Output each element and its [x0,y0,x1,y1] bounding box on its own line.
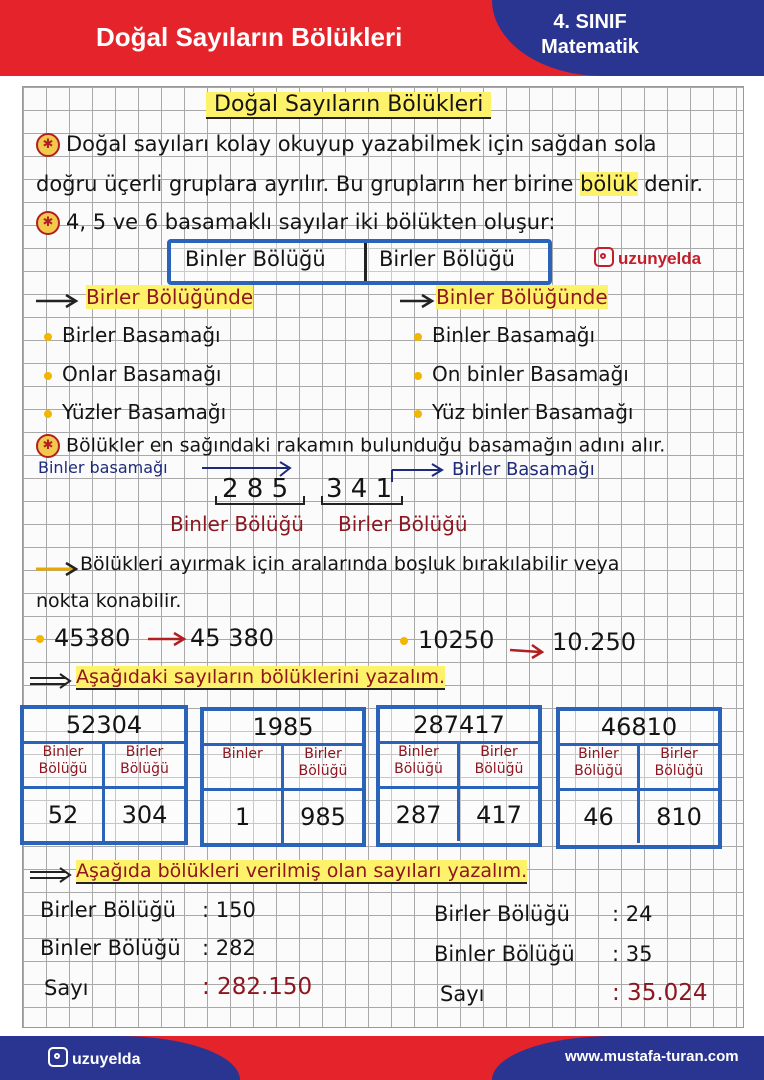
subject-text: Matematik [541,36,639,58]
right-birler-label: Birler Bölüğü [434,902,570,926]
boluk-table-2 [200,707,366,847]
left-item-text: Onlar Basamağı [62,362,222,386]
task1-text: Aşağıdaki sayıların bölüklerini yazalım. [76,666,446,688]
example-name-birler: Birler Bölüğü [338,512,468,536]
left-sayi-value: : 282.150 [202,974,313,1000]
right-column-title [436,285,608,309]
para1-line2-text-b: denir. [637,172,704,196]
footer-website-link[interactable]: www.mustafa-turan.com [565,1048,739,1065]
right-item-3 [414,400,633,424]
paragraph-2 [36,210,555,235]
table-value-birler: 985 [300,803,346,831]
dot-bullet-icon [44,333,52,341]
left-birler-label: Birler Bölüğü [40,898,176,922]
example-2b-result: 10.250 [552,628,636,656]
right-sayi-label: Sayı [440,982,485,1006]
task-2-title [76,860,527,882]
paragraph-1-line-1 [36,132,657,157]
left-title-text: Birler Bölüğünde [86,285,254,309]
right-sayi-value: : 35.024 [612,980,708,1006]
example-2a-result: 45 380 [190,624,274,652]
page-title: Doğal Sayıların Bölükleri [96,22,403,52]
para1-line1-text: Doğal sayıları kolay okuyup yazabilmek için sağdan sola [66,132,657,156]
table-value-binler: 46 [583,803,614,831]
dot-bullet-icon [44,410,52,418]
arrow-icon [34,292,82,310]
grade-label [530,10,650,60]
footer-instagram[interactable] [48,1047,140,1069]
paragraph-1-line-2 [36,172,703,196]
dot-bullet-icon [414,372,422,380]
double-arrow-icon [28,866,76,884]
left-column-title [86,285,253,309]
left-birler-value: : 150 [202,898,256,922]
table-value-binler: 52 [47,801,79,829]
left-item-text: Birler Basamağı [62,323,221,347]
example-group-binler: 2 8 5 [222,474,289,504]
worksheet-heading [206,92,491,117]
ex2a-from: 45380 [54,624,131,652]
instagram-icon [594,247,614,267]
task2-text: Aşağıda bölükleri verilmiş olan sayıları yazalım. [76,860,528,882]
example-group-birler: 3 4 1 [326,474,393,504]
star-bullet-icon: ✱ [36,211,60,235]
arrow-icon [398,292,438,310]
dot-bullet-icon [414,333,422,341]
table-header-binler: Binler Bölüğü [560,746,637,791]
table-header-binler: Binler Bölüğü [380,744,457,789]
paragraph-3 [36,434,665,458]
left-binler-label: Binler Bölüğü [40,936,181,960]
left-sayi-label: Sayı [44,976,89,1000]
right-binler-value: : 35 [612,942,653,966]
left-binler-value: : 282 [202,936,256,960]
table-header-birler: Birler Bölüğü [284,746,362,791]
binler-basamagi-label: Binler basamağı [38,458,168,477]
example-2b [400,626,494,654]
dot-bullet-icon [414,410,422,418]
table-value-binler: 287 [395,801,442,829]
left-binler-row [40,936,181,960]
left-item-1 [44,323,221,347]
arrow-icon [508,640,548,660]
arrow-icon [34,560,82,578]
right-item-1 [414,323,595,347]
star-bullet-icon: ✱ [36,434,60,458]
dot-bullet-icon [400,637,408,645]
instagram-handle [594,247,701,269]
example-2a [36,624,130,652]
heading-text: Doğal Sayıların Bölükleri [206,92,491,119]
table-header-birler: Birler Bölüğü [105,744,184,789]
table-header-birler: Birler Bölüğü [640,746,718,791]
right-title-text: Binler Bölüğünde [436,285,608,309]
table-number: 287417 [380,709,538,744]
arrow-icon [146,630,190,648]
instagram-icon [48,1047,68,1067]
instagram-text: uzunyelda [618,249,702,268]
dot-bullet-icon [36,635,44,643]
para2-text: 4, 5 ve 6 basamaklı sayılar iki bölükten oluşur: [66,210,556,234]
boluk-table-1 [20,705,188,845]
example-name-binler: Binler Bölüğü [170,512,304,536]
right-item-text: On binler Basamağı [432,362,629,386]
boluk-box [167,239,552,285]
box-divider [364,243,367,281]
boluk-table-4 [556,707,722,849]
table-value-birler: 304 [121,801,168,829]
table-header-birler: Birler Bölüğü [460,744,538,789]
bracket-lines [212,494,412,508]
ex2b-from: 10250 [418,626,495,654]
boluk-table-3 [376,705,542,847]
table-number: 52304 [24,709,184,744]
para3-text: Bölükler en sağındaki rakamın bulunduğu basamağın adını alır. [66,434,666,457]
paragraph-4-line-1: Bölükleri ayırmak için aralarında boşluk bırakılabilir veya [80,553,620,575]
box-left-label: Binler Bölüğü [185,247,326,271]
right-item-text: Binler Basamağı [432,323,596,347]
grade-text: 4. SINIF [553,11,627,33]
highlight-word: bölük [580,172,638,196]
box-right-label: Birler Bölüğü [379,247,515,271]
table-value-binler: 1 [234,803,251,831]
left-item-2 [44,362,221,386]
star-bullet-icon: ✱ [36,133,60,157]
table-value-birler: 810 [656,803,702,831]
paragraph-4-line-2: nokta konabilir. [36,590,182,612]
task-1-title [76,666,445,688]
table-header-binler: Binler Bölüğü [24,744,102,789]
right-item-text: Yüz binler Basamağı [432,400,634,424]
table-header-binler: Binler [204,746,281,791]
footer-instagram-text: uzuyelda [72,1051,141,1068]
table-value-birler: 417 [476,801,522,829]
left-item-text: Yüzler Basamağı [62,400,227,424]
double-arrow-icon [28,672,76,690]
right-birler-value: : 24 [612,902,653,926]
right-binler-label: Binler Bölüğü [434,942,575,966]
para1-line2-text-a: doğru üçerli gruplara ayrılır. Bu grupların her birine [36,172,581,196]
dot-bullet-icon [44,372,52,380]
right-item-2 [414,362,629,386]
table-number: 46810 [560,711,718,746]
left-item-3 [44,400,226,424]
table-number: 1985 [204,711,362,746]
birler-basamagi-label: Birler Basamağı [452,459,595,480]
arrow-icon [388,462,448,484]
left-birler-row [40,898,176,922]
